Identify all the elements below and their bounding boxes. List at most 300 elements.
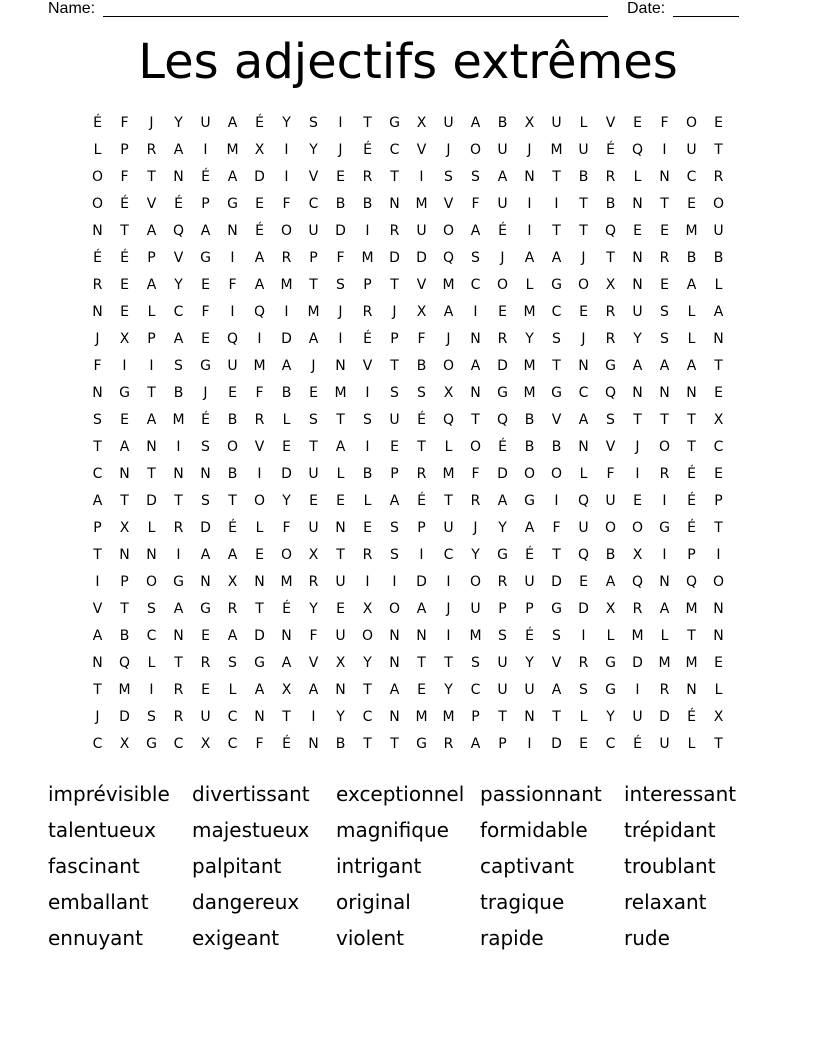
grid-letter: B — [119, 628, 130, 644]
grid-letter: A — [335, 439, 346, 455]
grid-letter: U — [335, 574, 346, 590]
grid-letter: J — [338, 304, 343, 320]
word-bank-item: palpitant — [192, 854, 282, 878]
grid-letter: B — [173, 385, 184, 401]
grid-letter: I — [149, 358, 154, 374]
grid-letter: J — [500, 250, 505, 266]
grid-letter: Y — [525, 655, 534, 671]
grid-letter: A — [713, 304, 724, 320]
grid-letter: P — [363, 277, 372, 293]
grid-letter: I — [149, 682, 154, 698]
grid-letter: C — [578, 385, 589, 401]
grid-letter: T — [417, 655, 426, 671]
grid-letter: Y — [282, 493, 291, 509]
grid-letter: I — [230, 304, 235, 320]
grid-letter: G — [200, 601, 211, 617]
grid-letter: L — [687, 736, 696, 752]
grid-letter: T — [120, 223, 129, 239]
grid-letter: J — [527, 142, 532, 158]
grid-letter: S — [336, 277, 345, 293]
grid-letter: X — [254, 142, 265, 158]
grid-letter: A — [524, 520, 535, 536]
grid-row — [84, 353, 732, 380]
grid-letter: R — [308, 574, 319, 590]
grid-letter: T — [147, 385, 156, 401]
word-bank-item: captivant — [480, 854, 574, 878]
grid-letter: S — [390, 520, 399, 536]
grid-letter: U — [389, 412, 400, 428]
grid-letter: S — [228, 655, 237, 671]
grid-letter: D — [551, 574, 562, 590]
grid-letter: A — [686, 277, 697, 293]
grid-letter: T — [606, 250, 615, 266]
grid-letter: U — [200, 709, 211, 725]
grid-letter: Q — [118, 655, 131, 671]
grid-letter: M — [442, 709, 455, 725]
grid-letter: P — [498, 601, 507, 617]
grid-letter: Y — [498, 520, 507, 536]
grid-letter: N — [92, 304, 103, 320]
grid-letter: G — [227, 196, 238, 212]
grid-letter: B — [497, 115, 508, 131]
grid-letter: A — [497, 169, 508, 185]
grid-letter: U — [308, 520, 319, 536]
grid-letter: B — [551, 439, 562, 455]
grid-letter: C — [173, 736, 184, 752]
grid-letter: R — [362, 304, 373, 320]
grid-letter: R — [389, 223, 400, 239]
grid-letter: F — [282, 196, 291, 212]
grid-letter: P — [201, 196, 210, 212]
grid-letter: M — [685, 223, 698, 239]
grid-letter: É — [93, 250, 102, 266]
grid-letter: V — [92, 601, 103, 617]
grid-letter: N — [254, 574, 265, 590]
grid-letter: N — [119, 466, 130, 482]
grid-letter: S — [552, 331, 561, 347]
grid-row — [84, 380, 732, 407]
grid-letter: I — [203, 142, 208, 158]
grid-letter: L — [660, 628, 669, 644]
grid-letter: A — [227, 169, 238, 185]
grid-letter: E — [363, 520, 372, 536]
grid-letter: S — [417, 385, 426, 401]
grid-letter: R — [200, 655, 211, 671]
grid-letter: T — [93, 547, 102, 563]
grid-letter: U — [335, 628, 346, 644]
grid-letter: S — [309, 115, 318, 131]
grid-letter: I — [419, 547, 424, 563]
grid-letter: Q — [226, 331, 239, 347]
grid-letter: M — [442, 277, 455, 293]
grid-letter: T — [174, 493, 183, 509]
word-bank-item: talentueux — [48, 818, 156, 842]
word-bank-item: majestueux — [192, 818, 310, 842]
grid-letter: N — [200, 466, 211, 482]
grid-letter: A — [659, 601, 670, 617]
grid-letter: E — [336, 169, 345, 185]
grid-letter: J — [446, 331, 451, 347]
grid-letter: R — [632, 601, 643, 617]
grid-letter: U — [200, 115, 211, 131]
grid-letter: T — [444, 493, 453, 509]
grid-letter: N — [146, 439, 157, 455]
grid-letter: C — [308, 196, 319, 212]
grid-letter: A — [119, 439, 130, 455]
grid-letter: Y — [363, 655, 372, 671]
grid-letter: A — [443, 304, 454, 320]
grid-letter: A — [281, 358, 292, 374]
grid-letter: O — [523, 466, 536, 482]
grid-letter: S — [201, 439, 210, 455]
grid-letter: V — [173, 250, 184, 266]
grid-letter: A — [227, 115, 238, 131]
grid-letter: L — [147, 304, 156, 320]
grid-letter: A — [146, 412, 157, 428]
grid-letter: Q — [577, 547, 590, 563]
grid-letter: X — [227, 574, 238, 590]
grid-letter: B — [227, 466, 238, 482]
grid-letter: G — [497, 547, 508, 563]
grid-letter: Q — [442, 412, 455, 428]
grid-letter: G — [173, 574, 184, 590]
grid-letter: I — [365, 223, 370, 239]
grid-letter: C — [173, 304, 184, 320]
word-bank-item: emballant — [48, 890, 149, 914]
grid-letter: G — [416, 736, 427, 752]
grid-letter: E — [498, 304, 507, 320]
grid-letter: A — [146, 277, 157, 293]
grid-letter: N — [416, 628, 427, 644]
grid-letter: T — [714, 736, 723, 752]
grid-letter: P — [714, 493, 723, 509]
grid-letter: M — [307, 304, 320, 320]
grid-letter: U — [470, 601, 481, 617]
date-blank-line[interactable] — [673, 0, 739, 17]
grid-letter: X — [713, 709, 724, 725]
grid-letter: E — [633, 115, 642, 131]
grid-letter: C — [470, 682, 481, 698]
grid-letter: P — [525, 601, 534, 617]
grid-letter: J — [149, 115, 154, 131]
grid-letter: X — [200, 736, 211, 752]
grid-letter: L — [687, 331, 696, 347]
grid-letter: P — [93, 520, 102, 536]
grid-letter: E — [579, 574, 588, 590]
grid-letter: Q — [604, 223, 617, 239]
grid-letter: P — [471, 709, 480, 725]
grid-letter: U — [578, 520, 589, 536]
grid-letter: A — [200, 547, 211, 563]
grid-letter: O — [604, 520, 617, 536]
grid-letter: É — [687, 493, 696, 509]
grid-letter: A — [551, 250, 562, 266]
grid-letter: F — [606, 466, 615, 482]
grid-letter: U — [497, 142, 508, 158]
grid-letter: U — [443, 520, 454, 536]
grid-letter: D — [281, 466, 292, 482]
grid-letter: R — [605, 304, 616, 320]
grid-letter: S — [444, 169, 453, 185]
grid-letter: T — [93, 682, 102, 698]
grid-letter: É — [255, 115, 264, 131]
grid-row — [84, 677, 732, 704]
grid-letter: O — [226, 439, 239, 455]
grid-letter: O — [496, 277, 509, 293]
word-bank-item: exigeant — [192, 926, 280, 950]
grid-letter: N — [227, 223, 238, 239]
grid-letter: U — [605, 493, 616, 509]
grid-letter: É — [120, 196, 129, 212]
grid-letter: T — [390, 169, 399, 185]
grid-letter: M — [415, 196, 428, 212]
grid-letter: O — [469, 142, 482, 158]
grid-letter: S — [390, 385, 399, 401]
word-bank-item: violent — [336, 926, 405, 950]
grid-letter: I — [365, 439, 370, 455]
grid-letter: Y — [471, 547, 480, 563]
grid-letter: F — [336, 250, 345, 266]
grid-letter: E — [714, 385, 723, 401]
grid-letter: F — [120, 169, 129, 185]
grid-letter: X — [605, 601, 616, 617]
grid-letter: O — [91, 196, 104, 212]
grid-row — [84, 434, 732, 461]
grid-letter: V — [308, 169, 319, 185]
grid-row — [84, 650, 732, 677]
grid-letter: X — [308, 547, 319, 563]
grid-letter: E — [228, 385, 237, 401]
grid-letter: S — [552, 628, 561, 644]
grid-letter: E — [714, 115, 723, 131]
grid-letter: G — [146, 736, 157, 752]
grid-letter: E — [309, 493, 318, 509]
grid-letter: Q — [496, 412, 509, 428]
grid-letter: U — [497, 196, 508, 212]
grid-letter: I — [365, 574, 370, 590]
grid-letter: I — [311, 709, 316, 725]
grid-letter: M — [226, 142, 239, 158]
grid-letter: É — [93, 115, 102, 131]
grid-letter: R — [605, 331, 616, 347]
grid-letter: C — [551, 304, 562, 320]
grid-letter: A — [524, 250, 535, 266]
grid-letter: S — [660, 331, 669, 347]
grid-letter: R — [605, 169, 616, 185]
grid-letter: D — [497, 358, 508, 374]
grid-letter: E — [255, 196, 264, 212]
grid-letter: N — [659, 169, 670, 185]
grid-letter: S — [660, 304, 669, 320]
word-bank-item: relaxant — [624, 890, 707, 914]
grid-letter: R — [173, 520, 184, 536]
grid-letter: X — [119, 736, 130, 752]
grid-letter: D — [281, 331, 292, 347]
grid-row — [84, 110, 732, 137]
grid-letter: É — [228, 520, 237, 536]
grid-letter: T — [147, 466, 156, 482]
grid-letter: V — [605, 115, 616, 131]
grid-letter: E — [579, 736, 588, 752]
grid-letter: X — [416, 304, 427, 320]
grid-letter: D — [146, 493, 157, 509]
grid-letter: E — [687, 196, 696, 212]
grid-letter: V — [308, 655, 319, 671]
grid-letter: O — [280, 547, 293, 563]
grid-letter: T — [309, 439, 318, 455]
grid-letter: A — [605, 574, 616, 590]
grid-letter: E — [120, 304, 129, 320]
grid-letter: M — [280, 277, 293, 293]
grid-letter: F — [201, 304, 210, 320]
grid-letter: F — [93, 358, 102, 374]
grid-letter: U — [551, 115, 562, 131]
grid-letter: B — [524, 439, 535, 455]
grid-letter: S — [201, 493, 210, 509]
grid-letter: G — [524, 493, 535, 509]
grid-letter: L — [228, 682, 237, 698]
grid-letter: O — [712, 574, 725, 590]
grid-letter: M — [631, 628, 644, 644]
grid-letter: A — [632, 358, 643, 374]
grid-letter: T — [714, 520, 723, 536]
grid-letter: O — [685, 115, 698, 131]
grid-letter: E — [714, 655, 723, 671]
grid-letter: X — [416, 115, 427, 131]
grid-letter: G — [605, 655, 616, 671]
grid-letter: Y — [282, 115, 291, 131]
grid-letter: E — [255, 547, 264, 563]
name-date-header — [48, 0, 748, 20]
grid-letter: A — [146, 223, 157, 239]
grid-row — [84, 623, 732, 650]
grid-letter: F — [417, 331, 426, 347]
grid-letter: L — [606, 628, 615, 644]
grid-letter: G — [497, 385, 508, 401]
grid-letter: T — [363, 736, 372, 752]
name-blank-line[interactable] — [103, 0, 608, 17]
grid-letter: T — [471, 412, 480, 428]
grid-letter: T — [174, 655, 183, 671]
grid-letter: M — [523, 385, 536, 401]
grid-letter: L — [147, 655, 156, 671]
grid-letter: Q — [631, 574, 644, 590]
grid-letter: E — [201, 682, 210, 698]
grid-letter: I — [554, 196, 559, 212]
grid-letter: Q — [685, 574, 698, 590]
grid-letter: R — [659, 682, 670, 698]
grid-row — [84, 461, 732, 488]
grid-letter: N — [713, 628, 724, 644]
grid-letter: B — [605, 196, 616, 212]
grid-letter: S — [147, 601, 156, 617]
grid-letter: D — [389, 250, 400, 266]
grid-letter: X — [335, 655, 346, 671]
grid-row — [84, 704, 732, 731]
grid-letter: M — [253, 358, 266, 374]
grid-letter: C — [686, 169, 697, 185]
grid-letter: P — [390, 466, 399, 482]
grid-letter: I — [527, 196, 532, 212]
grid-letter: U — [578, 142, 589, 158]
grid-letter: I — [257, 466, 262, 482]
grid-letter: I — [176, 439, 181, 455]
grid-letter: A — [173, 331, 184, 347]
grid-letter: N — [389, 709, 400, 725]
grid-letter: R — [281, 250, 292, 266]
word-bank-item: exceptionnel — [336, 782, 465, 806]
grid-letter: L — [336, 466, 345, 482]
grid-letter: I — [662, 493, 667, 509]
grid-letter: V — [416, 277, 427, 293]
grid-letter: I — [662, 142, 667, 158]
grid-letter: E — [660, 277, 669, 293]
grid-letter: É — [282, 736, 291, 752]
grid-letter: A — [254, 250, 265, 266]
grid-letter: T — [687, 628, 696, 644]
grid-letter: I — [446, 574, 451, 590]
date-label: Date: — [627, 0, 666, 17]
grid-letter: I — [554, 493, 559, 509]
grid-letter: Q — [631, 142, 644, 158]
grid-letter: X — [524, 115, 535, 131]
grid-letter: T — [417, 439, 426, 455]
grid-letter: A — [497, 493, 508, 509]
grid-letter: D — [578, 601, 589, 617]
grid-letter: R — [173, 682, 184, 698]
word-bank-item: tragique — [480, 890, 565, 914]
grid-letter: E — [417, 682, 426, 698]
grid-letter: E — [390, 439, 399, 455]
grid-letter: F — [660, 115, 669, 131]
grid-letter: V — [362, 358, 373, 374]
grid-letter: R — [227, 601, 238, 617]
grid-letter: Y — [174, 277, 183, 293]
grid-letter: X — [119, 520, 130, 536]
grid-letter: A — [578, 412, 589, 428]
grid-letter: J — [95, 331, 100, 347]
grid-letter: B — [335, 736, 346, 752]
grid-row — [84, 272, 732, 299]
grid-letter: R — [92, 277, 103, 293]
grid-letter: I — [527, 223, 532, 239]
grid-letter: L — [714, 682, 723, 698]
grid-letter: R — [173, 709, 184, 725]
grid-letter: N — [713, 331, 724, 347]
grid-letter: T — [282, 709, 291, 725]
grid-letter: X — [119, 331, 130, 347]
grid-letter: G — [659, 520, 670, 536]
grid-letter: N — [146, 547, 157, 563]
grid-letter: L — [147, 520, 156, 536]
grid-letter: E — [201, 277, 210, 293]
grid-letter: T — [552, 547, 561, 563]
grid-letter: A — [308, 331, 319, 347]
grid-letter: Y — [336, 709, 345, 725]
grid-letter: É — [525, 547, 534, 563]
grid-letter: M — [658, 655, 671, 671]
grid-letter: E — [633, 493, 642, 509]
grid-letter: I — [662, 547, 667, 563]
word-bank-item: ennuyant — [48, 926, 143, 950]
grid-letter: J — [473, 520, 478, 536]
grid-letter: N — [713, 601, 724, 617]
grid-letter: N — [578, 358, 589, 374]
grid-letter: B — [686, 250, 697, 266]
grid-letter: N — [173, 628, 184, 644]
grid-letter: Y — [309, 142, 318, 158]
grid-letter: C — [713, 439, 724, 455]
